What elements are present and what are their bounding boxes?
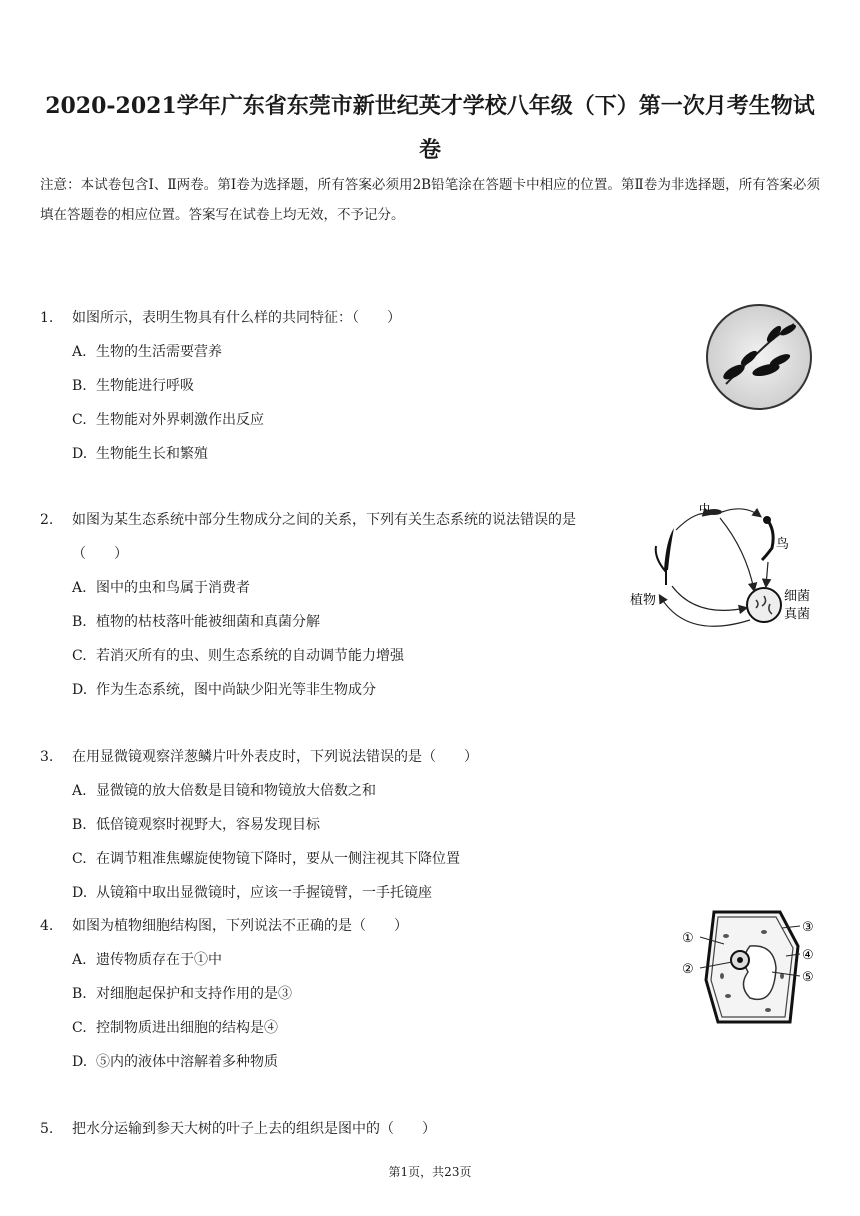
option-c[interactable]: C. 生物能对外界刺激作出反应 [72,412,264,428]
label-plant: 植物 [630,593,657,608]
label-5: ⑤ [802,970,814,985]
question-number: 4. [40,918,54,934]
option-c[interactable]: C. 在调节粗准焦螺旋使物镜下降时，要从一侧注视其下降位置 [72,851,460,867]
page-footer: 第1页，共23页 [388,1165,472,1179]
question-number: 2. [40,512,54,528]
mimosa-figure [704,302,814,416]
exam-notice: 注意：本试卷包含Ⅰ、Ⅱ两卷。第Ⅰ卷为选择题，所有答案必须用2B铅笔涂在答题卡中相应的位置。第Ⅱ卷为非选择题，所有答案必须填在答题卷的相应位置。答案写在试卷上均无效，不予记分。 [40,177,820,223]
option-b[interactable]: B. 低倍镜观察时视野大，容易发现目标 [72,817,320,833]
label-1: ① [682,931,694,946]
question-stem: 把水分运输到参天大树的叶子上去的组织是图中的（ ） [72,1121,436,1137]
label-insect: 虫 [698,503,712,518]
label-3: ③ [802,920,814,935]
question-5 [40,1112,820,1146]
option-a[interactable]: A. 遗传物质存在于①中 [72,952,222,968]
option-c[interactable]: C. 控制物质进出细胞的结构是④ [72,1020,278,1036]
label-bird: 鸟 [776,537,790,552]
question-2 [40,503,620,707]
option-b[interactable]: B. 植物的枯枝落叶能被细菌和真菌分解 [72,614,320,630]
exam-title: 2020-2021学年广东省东莞市新世纪英才学校八年级（下）第一次月考生物试卷 [45,93,815,163]
question-stem: 如图为植物细胞结构图，下列说法不正确的是（ ） [72,918,408,934]
question-1 [40,301,680,471]
option-b[interactable]: B. 对细胞起保护和支持作用的是③ [72,986,292,1002]
option-b[interactable]: B. 生物能进行呼吸 [72,378,194,394]
question-stem: 如图为某生态系统中部分生物成分之间的关系，下列有关生态系统的说法错误的是（ ） [72,512,576,562]
question-number: 3. [40,749,54,765]
option-c[interactable]: C. 若消灭所有的虫、则生态系统的自动调节能力增强 [72,648,404,664]
question-number: 1. [40,310,54,326]
option-d[interactable]: D. 作为生态系统，图中尚缺少阳光等非生物成分 [72,682,376,698]
question-stem: 在用显微镜观察洋葱鳞片叶外表皮时，下列说法错误的是（ ） [72,749,478,765]
ecosystem-figure [626,500,826,644]
question-number: 5. [40,1121,54,1137]
option-a[interactable]: A. 生物的生活需要营养 [72,344,222,360]
option-d[interactable]: D. 生物能生长和繁殖 [72,446,208,462]
question-stem: 如图所示，表明生物具有什么样的共同特征：（ ） [72,310,401,326]
label-2: ② [682,962,694,977]
label-bacteria: 细菌 [784,589,811,604]
question-4 [40,909,660,1079]
question-3 [40,740,820,910]
option-a[interactable]: A. 图中的虫和鸟属于消费者 [72,580,250,596]
label-fungi: 真菌 [784,607,811,622]
option-a[interactable]: A. 显微镜的放大倍数是目镜和物镜放大倍数之和 [72,783,376,799]
plant-cell-figure [678,906,828,1030]
option-d[interactable]: D. ⑤内的液体中溶解着多种物质 [72,1054,278,1070]
label-4: ④ [802,948,814,963]
option-d[interactable]: D. 从镜箱中取出显微镜时，应该一手握镜臂，一手托镜座 [72,885,432,901]
